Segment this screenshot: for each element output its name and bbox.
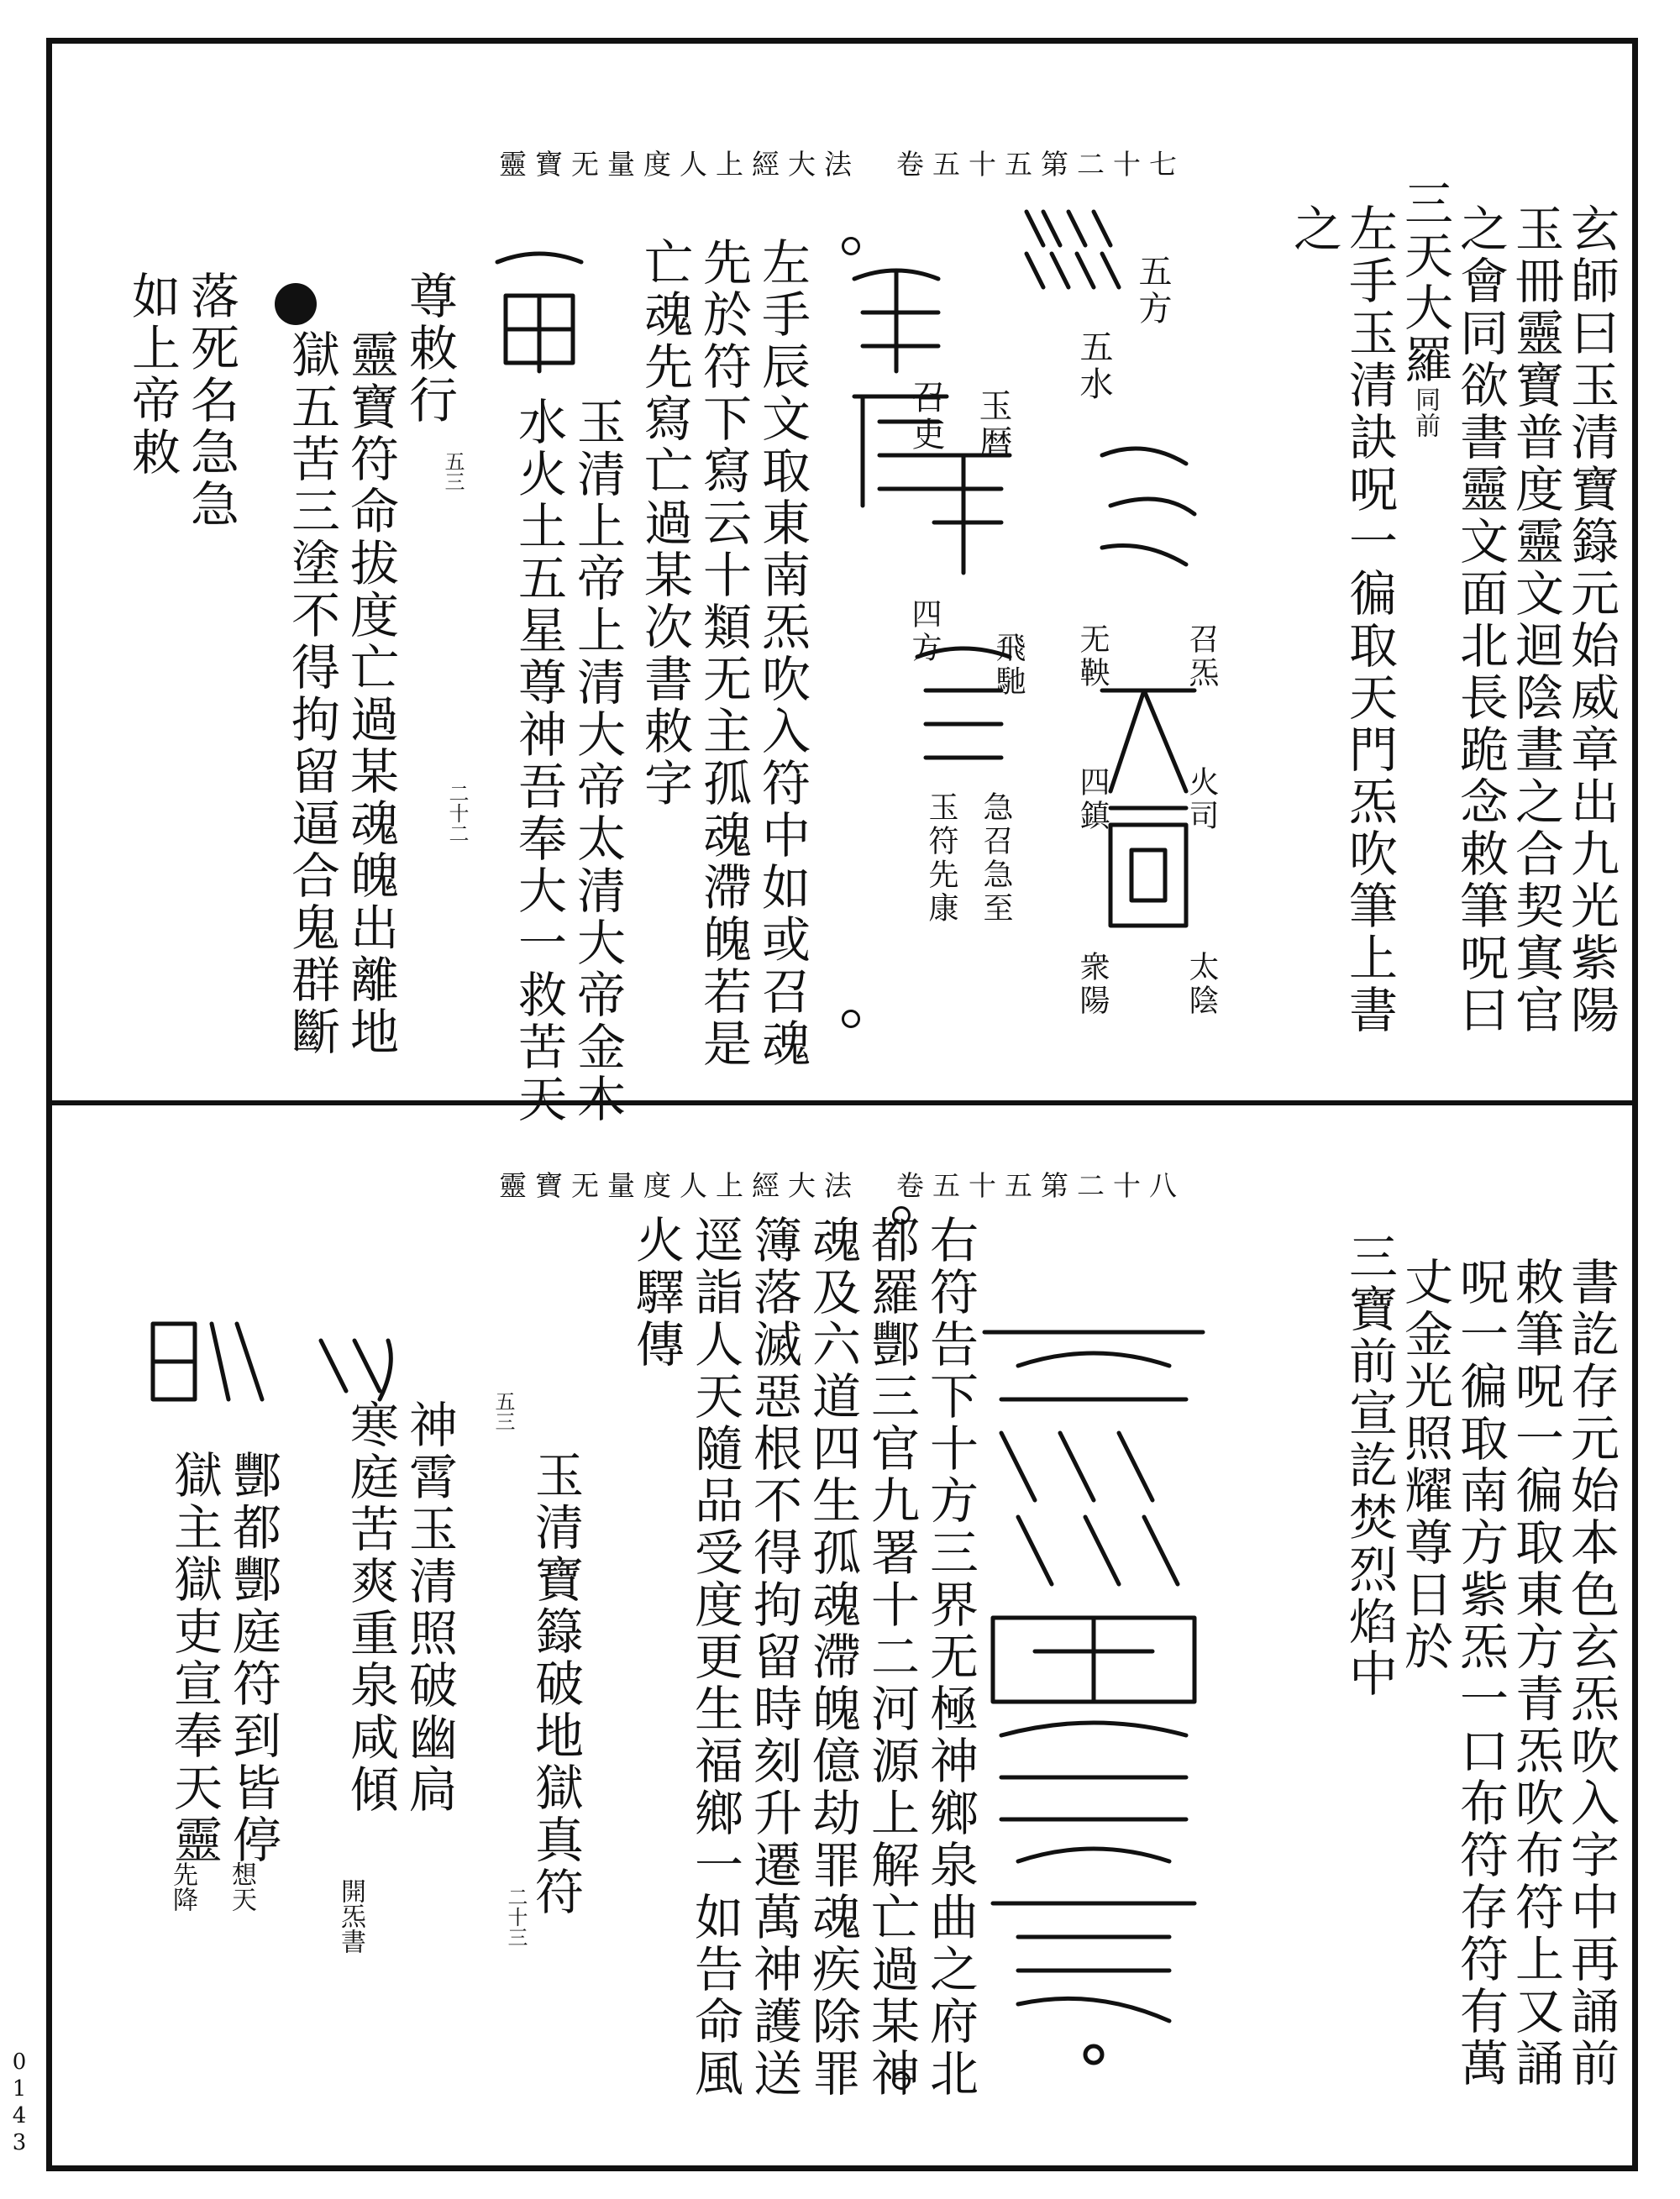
margin-note: 五三 <box>441 451 465 491</box>
black-seal-dot <box>275 283 317 325</box>
text-column: 尊敕行 <box>401 270 458 427</box>
seal-summon-glyph <box>900 438 1026 774</box>
margin-note: 先降 <box>168 1861 197 1912</box>
text-column-title <box>1396 178 1453 438</box>
text-column: 獄五苦三塗不得拘留逼合鬼群斷 <box>283 329 340 1058</box>
text-column: 神霄玉清照破幽扃 <box>401 1399 458 1816</box>
talisman-label: 召炁 <box>1184 623 1219 690</box>
small-seal-glyph <box>144 1307 270 1416</box>
text-column: 魂及六道四生孤魂滯魄億劫罪魂疾除罪 <box>804 1215 861 2100</box>
text-column: 寒庭苦爽重泉咸傾 <box>342 1399 399 1816</box>
text-column: 左手辰文取東南炁吹入符中如或召魂 <box>753 237 811 1070</box>
text-column: 之會同欲書靈文面北長跪念敕筆呪曰 <box>1452 203 1509 1037</box>
top-header: 靈寶无量度人上經大法 卷五十五第二十七 <box>499 148 1185 181</box>
text-column: 三寶前宣訖焚烈焰中 <box>1341 1231 1398 1700</box>
text-column: 火驛傳 <box>627 1215 685 1371</box>
talisman-label: 五方 <box>1133 254 1172 328</box>
text-column: 右符告下十方三界无極神鄉泉曲之府北 <box>921 1215 979 2100</box>
bottom-panel <box>52 1105 1632 2165</box>
talisman-label: 无鞅 <box>1075 623 1110 690</box>
seal-water-glyph <box>1010 195 1203 296</box>
circle-mark <box>842 237 860 255</box>
small-seal-glyph <box>304 1324 413 1408</box>
talisman-label: 衆陽 <box>1075 951 1110 1018</box>
talisman-label: 玉暦 <box>974 388 1012 462</box>
talisman-label: 火司 <box>1184 766 1219 833</box>
text-column: 左手玉清訣呪一徧取天門炁吹筆上書 <box>1341 203 1398 1037</box>
text-column: 書訖存元始本色玄炁吹入字中再誦前 <box>1562 1257 1620 2090</box>
talisman-title: 玉清寶籙破地獄真符 <box>527 1450 584 1918</box>
text-column: 玄師曰玉清寶籙元始威章出九光紫陽 <box>1562 203 1620 1037</box>
text-column: 敕筆呪一徧取東方青炁吹布符上又誦 <box>1507 1257 1564 2090</box>
talisman-label: 太陰 <box>1184 951 1219 1018</box>
talisman-label: 五水 <box>1074 329 1113 403</box>
text-column: 玉冊靈寶普度靈文迴陰晝之合契寘官 <box>1507 203 1564 1037</box>
talisman-label: 急召急至 <box>979 791 1013 926</box>
large-talisman-seal <box>968 1315 1220 2071</box>
text-column: 如上帝敕 <box>123 270 181 479</box>
text-column: 獄主獄吏宣奉天靈 <box>165 1450 223 1866</box>
title-note: 同前 <box>1410 386 1440 438</box>
bottom-header: 靈寶无量度人上經大法 卷五十五第二十八 <box>499 1169 1185 1202</box>
text-column: 簿落滅惡根不得拘留時刻升遷萬神護送 <box>745 1215 802 2100</box>
text-column: 逕詣人天隨品受度更生福鄉一如告命風 <box>686 1215 743 2100</box>
seal-heaven-glyph <box>1094 438 1203 942</box>
margin-note: 二十三 <box>504 1887 528 1947</box>
text-column: 丈金光照耀尊日於 <box>1396 1257 1453 1673</box>
talisman-label: 玉符先康 <box>924 791 958 926</box>
text-column: 水火土五星尊神吾奉大一救苦天 <box>510 396 567 1126</box>
text-column: 落死名急急 <box>182 270 239 531</box>
title-text: 三天大羅 <box>1396 178 1453 386</box>
text-column: 先於符下寫云十類无主孤魂滯魄若是 <box>695 237 752 1070</box>
text-column: 玉清上帝上清大帝太清大帝金木 <box>569 396 626 1126</box>
page-number: 0143 <box>7 2049 32 2157</box>
margin-note: 二十二 <box>445 783 469 843</box>
talisman-label: 飛馳 <box>991 632 1026 699</box>
margin-note: 想天 <box>227 1861 256 1912</box>
seal-command-glyph <box>489 245 590 380</box>
text-column: 呪一徧取南方紫炁一口布符存符有萬 <box>1452 1257 1509 2090</box>
top-panel <box>52 44 1632 1126</box>
circle-mark <box>842 1010 860 1028</box>
text-column: 都羅酆三官九署十二河源上解亡過某神 <box>863 1215 920 2100</box>
margin-note: 開炁書 <box>336 1878 365 1954</box>
talisman-label: 四方 <box>907 598 942 665</box>
margin-note: 五三 <box>491 1391 515 1431</box>
text-column: 酆都酆庭符到皆停 <box>224 1450 281 1866</box>
talisman-label: 四鎮 <box>1075 766 1110 833</box>
zhi-char: 之 <box>1285 203 1342 255</box>
text-column: 亡魂先寫亡過某次書敕字 <box>636 237 693 810</box>
text-column: 靈寶符命拔度亡過某魂魄出離地 <box>342 329 399 1058</box>
talisman-label: 召吏 <box>906 380 945 454</box>
